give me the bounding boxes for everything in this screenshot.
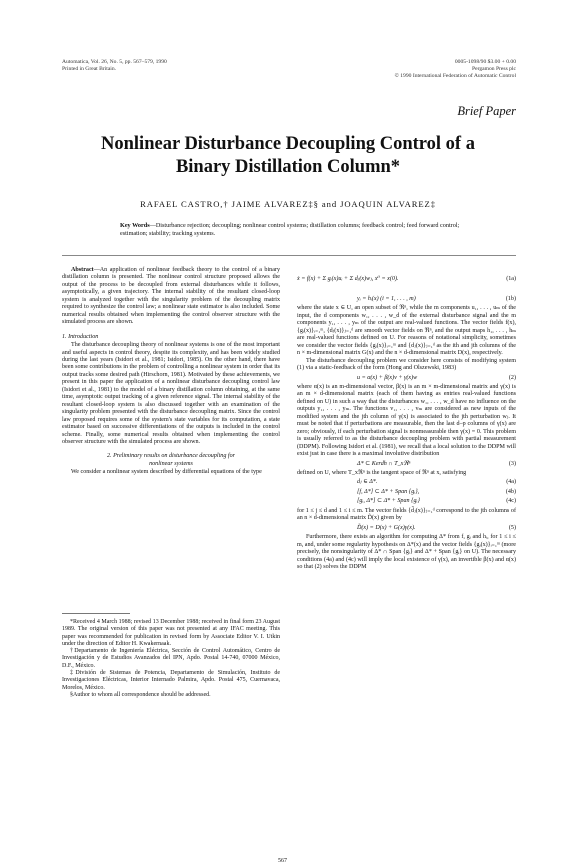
section-label: Brief Paper bbox=[457, 104, 516, 118]
keywords-text: —Disturbance rejection; decoupling; nonlinear control systems; distillation columns; feedback control; feed forward control; estimation; stability; tracking systems. bbox=[120, 222, 460, 237]
journal-citation: Automatica, Vol. 26, No. 5, pp. 567–579, 1990 bbox=[62, 59, 167, 65]
title-line-2: Binary Distillation Column* bbox=[175, 157, 401, 177]
equation-5 bbox=[297, 525, 516, 532]
equation-4b bbox=[297, 489, 516, 496]
print-location: Printed in Great Britain. bbox=[62, 66, 117, 72]
paper-title bbox=[60, 133, 516, 179]
section-1-heading: 1. Introduction bbox=[62, 333, 99, 340]
equation-1a-number: (1a) bbox=[506, 276, 516, 283]
title-line-1: Nonlinear Disturbance Decoupling Control of a bbox=[101, 134, 475, 154]
equation-4a-number: (4a) bbox=[506, 479, 516, 486]
equation-4c bbox=[297, 498, 516, 505]
equation-5-body: D̃(x) = D(x) + G(x)γ(x). bbox=[357, 524, 416, 531]
section-2-heading-line-2: nonlinear systems bbox=[149, 460, 193, 467]
equation-2-number: (2) bbox=[508, 374, 516, 381]
section-2-heading bbox=[62, 453, 280, 468]
section-2-heading-line-1: 2. Preliminary results on disturbance decoupling for bbox=[106, 453, 235, 460]
footnote-affiliation-1: †Departamento de Ingeniería Eléctrica, Sección de Control Automático, Centro de Investigación y de Estudios Avanzados del IPN, Apdo. Postal 14-740, 07000 México, D.F., México. bbox=[62, 648, 280, 669]
copyright-line: © 1990 International Federation of Automatic Control bbox=[394, 73, 516, 79]
abstract-label: Abstract bbox=[71, 267, 94, 273]
equation-1b bbox=[297, 296, 516, 303]
section-1-text: The disturbance decoupling theory of nonlinear systems is one of the most important and useful aspects in control theory, despite its complexity, and has been widely studied during the last years (Isidori et al., 1981; Isidori, 1985). On the other hand, there have been some contributions in the problem of controlling a nonlinear system in order that its output tracks some desired path (Hirschorn, 1981). Motivated by these achievements, we present in this paper the application of a nonlinear disturbance decoupling control law (Isidori et al., 1981) to the model of a binary distillation column obtaining, at the same time, asymptotic output tracking of a given reference signal. The internal stability of the resultant closed-loop system is also discussed together with an examination of the singularity problem presented with the disturbance decoupling matrix. Since the control law proposed requires some of the system's state variables for its computation, a state estimator based on successive differentiations of the outputs is included in the control scheme. Finally, some numerical results obtained when implementing the control observer structure with the simulated process are shown. bbox=[62, 342, 280, 445]
issn-price: 0005-1098/90 $3.00 + 0.00 bbox=[454, 59, 516, 65]
footnotes bbox=[62, 619, 280, 699]
footnote-correspondence: §Author to whom all correspondence should be addressed. bbox=[70, 691, 211, 698]
footnote-divider bbox=[62, 613, 130, 614]
footnote-received: *Received 4 March 1988; revised 13 December 1988; received in final form 23 August 1989. The original version of this paper was not presented at any IFAC meeting. This paper was recommended for publication in revised form by Associate Editor V. I. Utkin under the direction of Editor H. Kwakernaak. bbox=[62, 619, 280, 647]
abstract-text: —An application of nonlinear feedback theory to the control of a binary distillation column is presented. The nonlinear control structure proposed allows the output of the process to be decoupled from external disturbances while it follows, asymptotically, a given trajectory. The internal stability of the resultant closed-loop system is analyzed together with the singularity problem of the decoupling matrix required to synthesize the control law; a nonlinear state estimator is also included. Some numerical results obtained when implementing the control observer structure with the simulated process are shown. bbox=[62, 267, 280, 326]
publisher-header bbox=[296, 59, 516, 80]
equation-5-number: (5) bbox=[508, 524, 516, 531]
equation-4c-number: (4c) bbox=[506, 498, 516, 505]
page-number: 567 bbox=[278, 858, 287, 864]
paragraph-feedback-terms: where α(x) is an m-dimensional vector, β(x) is an m × m-dimensional matrix and γ(x) is an m × d-dimensional matrix (each of them having as entries real-valued functions defined on U) in such a way that the disturbances w₁, . . . , w_d have no influence on the outputs y₁, . . . , yₘ. The functions v₁, . . . , vₘ are considered as new inputs of the modified system and the jth column of γ(x) is associated to the jth perturbation wⱼ. It must be noted that if perturbations are measurable, then the last d–p columns of γ(x) are zero; obviously, if each perturbation signal is nonmeasurable then γ(x) = 0. This problem is usually referred to as the disturbance decoupling problem with partial measurement (DDPM). Following Isidori et al. (1981), we recall that a local solution to the DDPM will exist just in case there is a maximal involutive distribution bbox=[297, 383, 516, 458]
abstract bbox=[62, 267, 280, 327]
equation-1b-body: yᵢ = hᵢ(x) (i = 1, . . . , m) bbox=[357, 296, 416, 302]
section-2-text: We consider a nonlinear system described by differential equations of the type bbox=[71, 469, 262, 476]
equation-3-number: (3) bbox=[508, 460, 516, 467]
paragraph-ddp-intro: The disturbance decoupling problem we consider here consists of modifying system (1) via a static-feedback of the form (Hong and Olszewski, 1983) bbox=[297, 357, 516, 372]
equation-1a bbox=[297, 266, 516, 294]
equation-1a-body: ẋ = f(x) + Σ gᵢ(x)uᵢ + Σ dⱼ(x)wⱼ, x⁰ = x(0). bbox=[297, 276, 399, 283]
keywords-label: Key Words bbox=[120, 222, 150, 229]
publisher-name: Pergamon Press plc bbox=[471, 66, 516, 72]
header-divider bbox=[62, 255, 516, 256]
journal-header bbox=[62, 59, 262, 73]
equation-4a bbox=[297, 479, 516, 486]
paragraph-state-definitions: where the state x ∈ U, an open subset of ℜⁿ, while the m components u₁, . . . , uₘ of the input, the d components w₁, . . . , w_d of the external disturbance signal and the m components y₁, . . . , yₘ of the output are real-valued functions. The vector fields f(x), {gᵢ(x)}ᵢ₌₁ᵐ, {dⱼ(x)}ⱼ₌₁ᵈ are smooth vector fields on ℜⁿ, and the output maps h₁, . . . , hₘ are real-valued functions defined on U. For reasons of notational simplicity, sometimes we consider the vector fields {gᵢ(x)}ᵢ₌₁ᵐ and {dⱼ(x)}ⱼ₌₁ᵈ as the ith and jth columns of the n × m-dimensional matrix G(x) and the n × d-dimensional matrix D(x), respectively. bbox=[297, 305, 516, 357]
equation-3 bbox=[297, 461, 516, 468]
paragraph-tangent-space: defined on U, where T_xℜⁿ is the tangent space of ℜⁿ at x, satisfying bbox=[297, 469, 467, 476]
paragraph-vector-fields: for 1 ≤ j ≤ d and 1 ≤ i ≤ m. The vector fields {d̃ⱼ(x)}ⱼ₌₁ᵈ correspond to the jth columns of an n × d-dimensional matrix D̃(x) given by bbox=[297, 507, 516, 522]
keywords-block bbox=[120, 222, 460, 238]
equation-3-body: Δ* ⊂ Kerdh ∩ T_xℜⁿ bbox=[357, 460, 411, 467]
footnote-affiliation-2: ‡División de Sistemas de Potencia, Departamento de Simulación, Instituto de Investigaciones Eléctricas, Interior Internado Palmira, Apdo. Postal 475, Cuernavaca, Morelos, México. bbox=[62, 670, 280, 691]
equation-2-body: u = α(x) + β(x)v + γ(x)w bbox=[357, 374, 418, 381]
equation-4c-body: [gᵢ, Δ*] ⊂ Δ* + Span {gᵢ} bbox=[357, 498, 420, 505]
equation-1b-number: (1b) bbox=[505, 296, 516, 302]
equation-4b-number: (4b) bbox=[505, 488, 516, 495]
right-column bbox=[297, 264, 516, 571]
equation-4b-body: [f, Δ*] ⊂ Δ* + Span {gᵢ}, bbox=[357, 488, 420, 495]
left-column bbox=[62, 267, 280, 477]
equation-2 bbox=[297, 375, 516, 382]
paragraph-algorithm: Furthermore, there exists an algorithm for computing Δ* from f, gᵢ and hᵢ, for 1 ≤ i ≤ m, and, under some regularity hypothesis on Δ*(x) and the vector fields {gᵢ(x)}ᵢ₌₁ᵐ (more precisely, the nonsingularity of Δ* ∩ Span {gᵢ} and Δ* + Span {gᵢ} on U). The necessary conditions (4a) and (4c) will imply the local existence of γ(x), an invertible β(x) and α(x) so that (2) solves the DDPM bbox=[297, 534, 516, 570]
author-list: RAFAEL CASTRO,† JAIME ALVAREZ‡§ and JOAQUIN ALVAREZ‡ bbox=[140, 199, 436, 209]
equation-4a-body: dⱼ ∈ Δ*. bbox=[357, 479, 378, 486]
